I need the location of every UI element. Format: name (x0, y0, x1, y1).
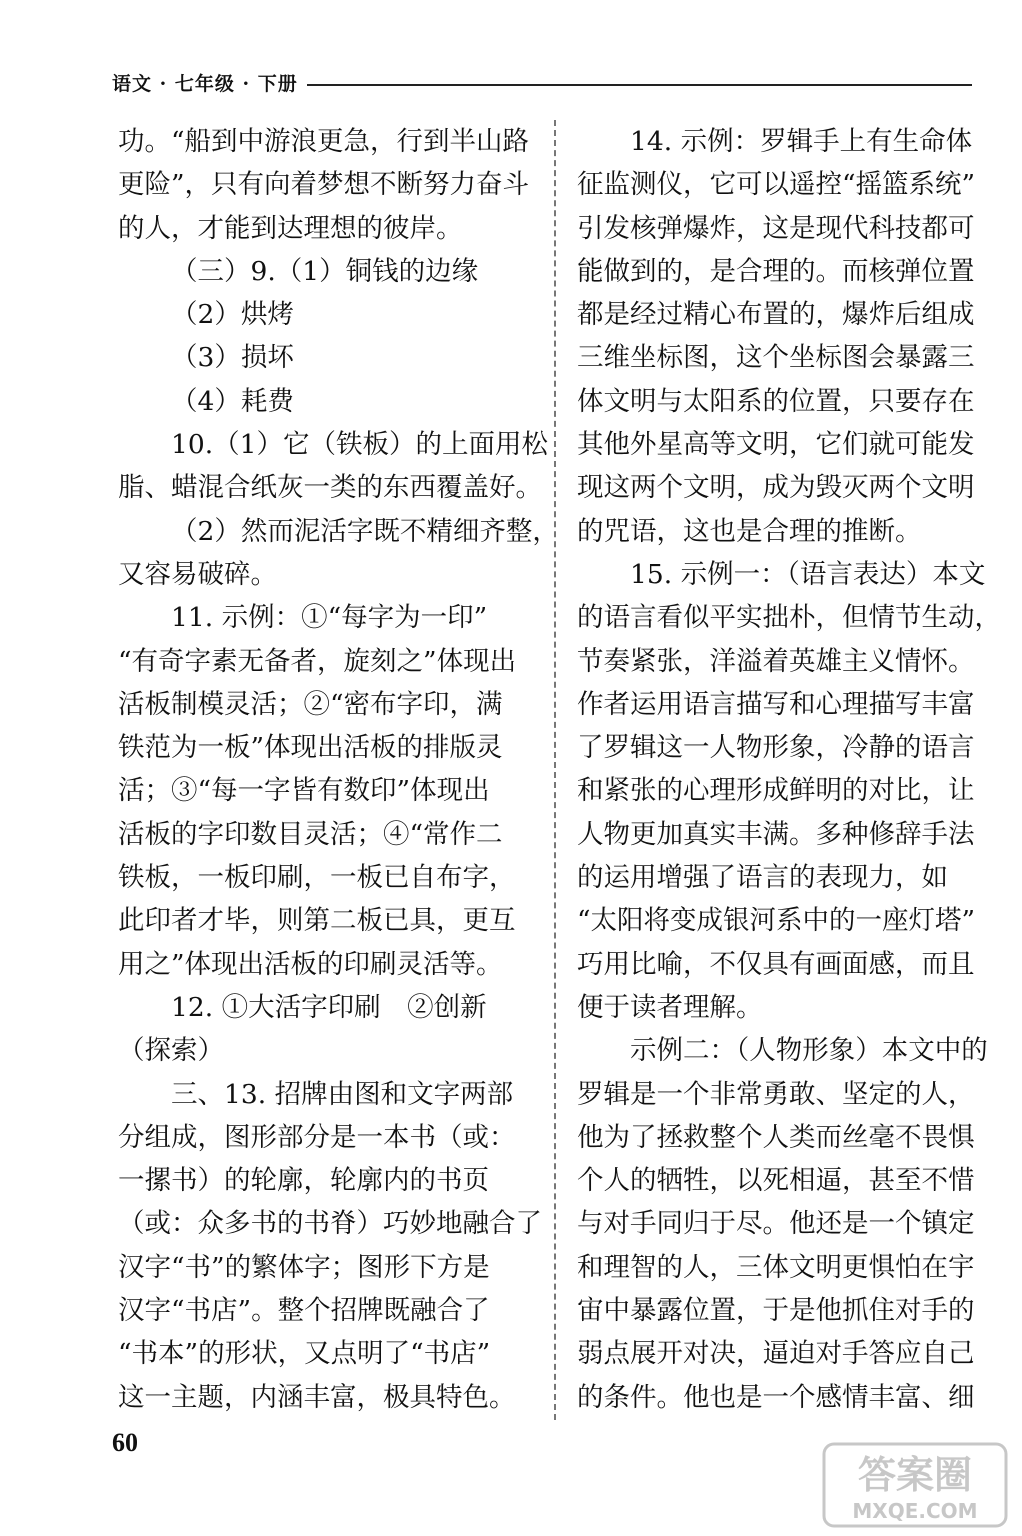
left-text-line: “书本”的形状，又点明了“书店” (118, 1338, 491, 1370)
right-text-line: 和紧张的心理形成鲜明的对比，让 (577, 775, 975, 807)
left-text-line: 12. ①大活字印刷 ②创新 (171, 991, 487, 1023)
right-text-line: 能做到的，是合理的。而核弹位置 (577, 255, 975, 287)
right-text-line: 便于读者理解。 (577, 991, 763, 1023)
left-text-line: “有奇字素无备者，旋刻之”体现出 (118, 645, 517, 677)
watermark-text: 答案圈 (857, 1453, 973, 1497)
left-text-line: （2）然而泥活字既不精细齐整， (171, 515, 559, 547)
right-text-line: 他为了拯救整个人类而丝毫不畏惧 (577, 1121, 975, 1153)
left-text-line: （三）9.（1）铜钱的边缘 (171, 255, 479, 287)
left-text-line: （3）损坏 (171, 342, 294, 374)
left-text-line: 铁板，一板印刷，一板已自布字， (118, 862, 516, 894)
right-text-line: 的语言看似平实拙朴，但情节生动， (577, 602, 1001, 634)
watermark-url-text: MXQE.COM (852, 1499, 978, 1523)
right-text-line: 作者运用语言描写和心理描写丰富 (577, 688, 975, 720)
right-text-line: 现这两个文明，成为毁灭两个文明 (577, 472, 975, 504)
right-text-line: 节奏紧张，洋溢着英雄主义情怀。 (577, 645, 975, 677)
right-text-line: 15. 示例一：（语言表达）本文 (630, 558, 986, 590)
right-text-line: 个人的牺牲，以死相逼，甚至不惜 (577, 1165, 975, 1197)
left-text-line: 脂、蜡混合纸灰一类的东西覆盖好。 (118, 472, 542, 504)
left-text-line: 的人，才能到达理想的彼岸。 (118, 212, 463, 244)
left-text-line: 活板的字印数目灵活；④“常作二 (118, 818, 503, 850)
right-text-line: 巧用比喻，不仅具有画面感，而且 (577, 948, 975, 980)
left-text-line: 更险”，只有向着梦想不断努力奋斗 (118, 169, 530, 201)
left-text-line: 铁范为一板”体现出活板的排版灵 (118, 732, 503, 764)
left-column (118, 120, 559, 1419)
left-text-line: 活；③“每一字皆有数印”体现出 (118, 775, 490, 807)
left-text-line: 一摞书）的轮廓，轮廓内的书页 (118, 1165, 489, 1197)
left-text-line: 10.（1）它（铁板）的上面用松 (171, 429, 549, 461)
page-number: 60 (112, 1428, 138, 1457)
header-rule (307, 84, 972, 86)
right-text-line: 三维坐标图，这个坐标图会暴露三 (577, 342, 975, 374)
right-text-line: 的运用增强了语言的表现力，如 (577, 862, 948, 894)
left-text-line: 活板制模灵活；②“密布字印，满 (118, 688, 503, 720)
right-column (577, 120, 1001, 1419)
left-text-line: （2）烘烤 (171, 299, 294, 331)
watermark-logo (820, 1440, 1010, 1530)
left-text-line: （或：众多书的书脊）巧妙地融合了 (118, 1208, 542, 1240)
right-text-line: 弱点展开对决，逼迫对手答应自己 (577, 1338, 975, 1370)
right-text-line: 的咒语，这也是合理的推断。 (577, 515, 922, 547)
right-text-line: 罗辑是一个非常勇敢、坚定的人， (577, 1078, 975, 1110)
right-text-line: 和理智的人，三体文明更惧怕在宇 (577, 1251, 975, 1283)
right-text-line: 与对手同归于尽。他还是一个镇定 (577, 1208, 975, 1240)
left-text-line: 11. 示例：①“每字为一印” (171, 602, 488, 634)
right-text-line: 14. 示例：罗辑手上有生命体 (630, 126, 973, 157)
running-header (112, 72, 972, 96)
left-text-line: 此印者才毕，则第二板已具，更互 (118, 905, 516, 937)
right-text-line: 人物更加真实丰满。多种修辞手法 (577, 818, 975, 850)
left-text-line: （探索） (118, 1035, 224, 1067)
left-text-line: 汉字“书”的繁体字；图形下方是 (118, 1251, 490, 1283)
left-text-line: 用之”体现出活板的印刷灵活等。 (118, 948, 503, 980)
right-text-line: 宙中暴露位置，于是他抓住对手的 (577, 1295, 975, 1327)
left-text-line: 汉字“书店”。整个招牌既融合了 (118, 1295, 490, 1327)
right-text-line: 的条件。他也是一个感情丰富、细 (577, 1381, 975, 1413)
right-text-line: 引发核弹爆炸，这是现代科技都可 (577, 212, 975, 244)
right-text-line: 其他外星高等文明，它们就可能发 (577, 429, 975, 461)
right-text-line: 征监测仪，它可以遥控“摇篮系统” (577, 169, 976, 201)
left-text-line: 这一主题，内涵丰富，极具特色。 (118, 1381, 516, 1413)
left-text-line: 又容易破碎。 (118, 558, 277, 590)
column-divider (554, 120, 556, 1420)
left-text-line: 功。“船到中游浪更急，行到半山路 (118, 126, 530, 157)
right-text-line: “太阳将变成银河系中的一座灯塔” (577, 905, 976, 937)
header-title: 语文 · 七年级 · 下册 (112, 73, 298, 95)
right-text-line: 体文明与太阳系的位置，只要存在 (577, 385, 975, 417)
left-text-line: 三、13. 招牌由图和文字两部 (171, 1078, 514, 1110)
right-text-line: 了罗辑这一人物形象，冷静的语言 (577, 732, 975, 764)
right-text-line: 都是经过精心布置的，爆炸后组成 (577, 299, 975, 331)
left-text-line: 分组成，图形部分是一本书（或： (118, 1121, 516, 1153)
left-text-line: （4）耗费 (171, 385, 294, 417)
right-text-line: 示例二：（人物形象）本文中的 (630, 1035, 988, 1067)
